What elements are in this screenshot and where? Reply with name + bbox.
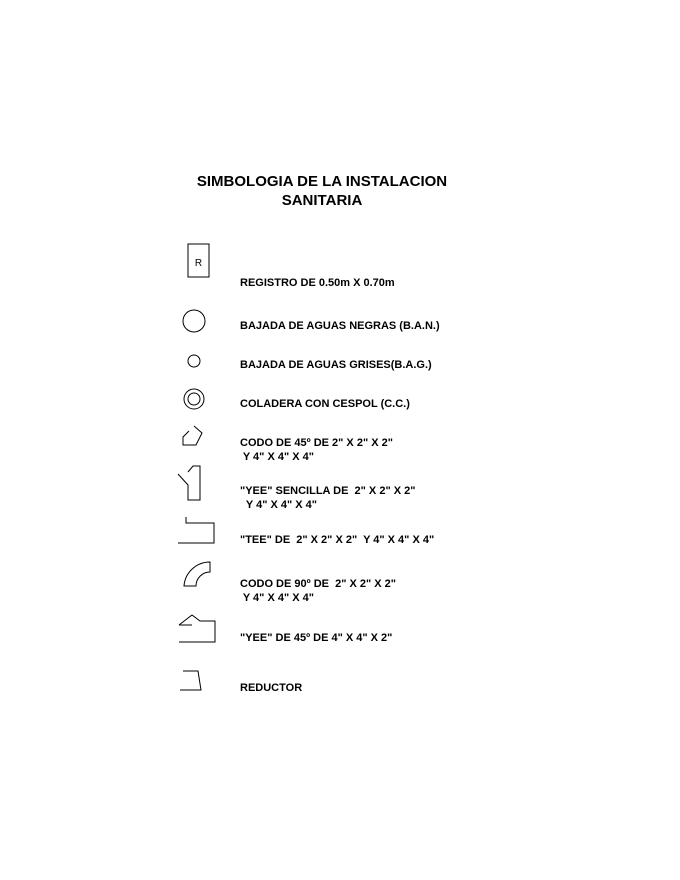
legend-label-yee-sencilla <box>240 484 415 512</box>
legend-label-ban <box>240 319 440 333</box>
double-circle-icon <box>172 375 222 425</box>
reducer-icon <box>172 664 222 714</box>
legend-label-line: CODO DE 45º DE 2" X 2" X 2" <box>240 437 393 449</box>
legend-label-line: CODO DE 90º DE 2" X 2" X 2" <box>240 578 396 590</box>
title-line-1: SIMBOLOGIA DE LA INSTALACION <box>196 173 448 190</box>
yee-single-icon <box>172 460 222 510</box>
yee-45-icon <box>172 607 222 657</box>
legend-label-codo-90 <box>240 577 396 605</box>
legend-label-line: BAJADA DE AGUAS NEGRAS (B.A.N.) <box>240 320 440 332</box>
legend-label-line: "YEE" DE 45º DE 4" X 4" X 2" <box>240 632 393 644</box>
legend-label-line: Y 4" X 4" X 4" <box>240 499 318 511</box>
legend-label-codo-45 <box>240 436 393 464</box>
legend-label-registro <box>240 276 395 290</box>
legend-label-yee-45 <box>240 631 392 645</box>
legend-label-line: COLADERA CON CESPOL (C.C.) <box>240 398 410 410</box>
title-line-2: SANITARIA <box>281 192 363 209</box>
legend-label-line: BAJADA DE AGUAS GRISES(B.A.G.) <box>240 359 432 371</box>
legend-label-line: "YEE" SENCILLA DE 2" X 2" X 2" <box>240 485 416 497</box>
legend-label-tee <box>240 533 434 547</box>
legend-label-reductor <box>240 681 302 695</box>
registro-letter: R <box>194 258 203 269</box>
legend-label-line: Y 4" X 4" X 4" <box>240 451 314 463</box>
legend-label-line: REGISTRO DE 0.50m X 0.70m <box>240 277 395 289</box>
legend-label-line: "TEE" DE 2" X 2" X 2" Y 4" X 4" X 4" <box>240 534 435 546</box>
elbow-90-icon <box>172 558 222 608</box>
diagram-title <box>172 172 472 210</box>
legend-label-line: Y 4" X 4" X 4" <box>240 592 314 604</box>
registro-box-icon <box>172 242 222 292</box>
legend-label-bag <box>240 358 432 372</box>
legend-label-cc <box>240 397 410 411</box>
legend-label-line: REDUCTOR <box>240 682 303 694</box>
tee-icon <box>172 512 222 562</box>
